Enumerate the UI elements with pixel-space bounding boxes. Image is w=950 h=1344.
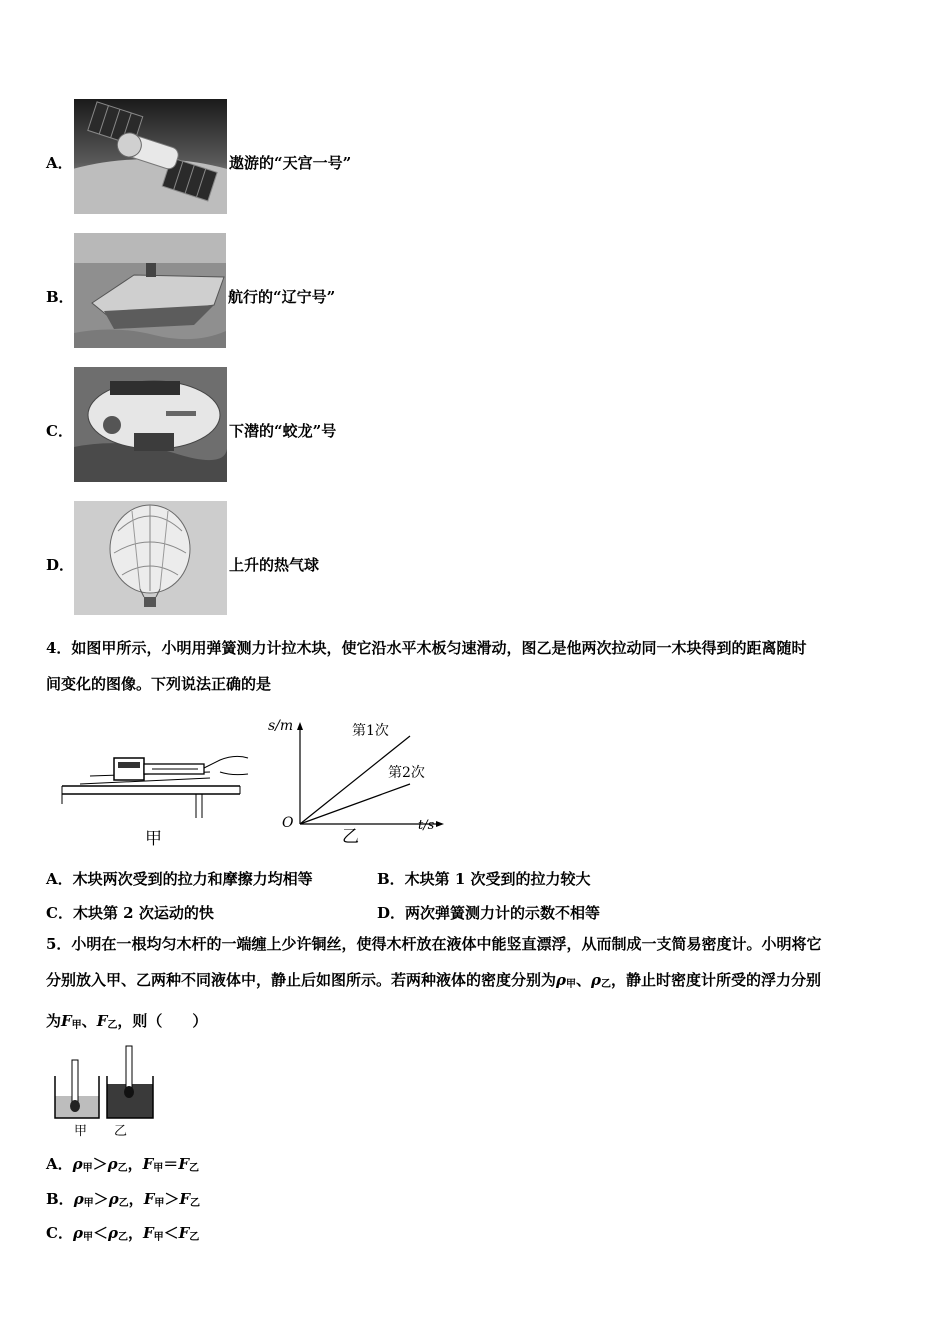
q4-figure-jia: [60, 738, 255, 853]
q4-answer-a: A．木块两次受到的拉力和摩擦力均相等: [46, 870, 313, 888]
beaker-label-jia: 甲: [74, 1124, 88, 1139]
option-letter: D．: [46, 556, 75, 574]
option-text: 上升的热气球: [229, 556, 320, 574]
y-axis-arrow: [297, 722, 303, 730]
beaker-label-yi: 乙: [114, 1124, 128, 1139]
series-line-2: [300, 784, 410, 824]
aircraft-carrier-photo: [74, 233, 226, 348]
q4-answer-c: C．木块第 2 次运动的快: [46, 904, 214, 922]
option-text: 下潜的“蛟龙”号: [229, 422, 337, 440]
q4-answer-b: B．木块第 1 次受到的拉力较大: [377, 870, 591, 888]
option-text: 航行的“辽宁号”: [228, 288, 336, 306]
x-axis-arrow: [436, 821, 444, 827]
q5-line1: 5．小明在一根均匀木杆的一端缠上少许铜丝，使得木杆放在液体中能竖直漂浮，从而制成一支简易密度计。小明将它: [46, 935, 822, 953]
origin-label: O: [282, 815, 294, 831]
option-letter: B．: [46, 288, 74, 306]
submersible-photo: [74, 367, 227, 482]
figure-label: 甲: [145, 829, 162, 849]
series-label-1: 第1次: [352, 723, 389, 739]
series-label-2: 第2次: [388, 765, 425, 781]
x-axis-label: t/s: [418, 818, 435, 833]
option-letter: A．: [46, 154, 73, 172]
hot-air-balloon-photo: [74, 501, 227, 615]
q5-figure-beakers: [50, 1040, 165, 1140]
q4-figure-yi: [262, 714, 452, 847]
option-text: 遨游的“天宫一号”: [229, 154, 352, 172]
q5-answer-a: A．$\rho_甲>\rho_乙$，$F_甲=F_乙$: [46, 1155, 199, 1174]
figure-label: 乙: [342, 827, 359, 847]
densimeter-beakers-drawing: [50, 1040, 165, 1140]
q5-line2: 分别放入甲、乙两种不同液体中，静止后如图所示。若两种液体的密度分别为$\rho_甲$、$\rho_乙$，静止时密度计所受的浮力分别: [46, 971, 822, 990]
q4-line1: 4．如图甲所示，小明用弹簧测力计拉木块，使它沿水平木板匀速滑动，图乙是他两次拉动同一木块得到的距离随时: [46, 639, 807, 657]
q5-answer-b: B．$\rho_甲>\rho_乙$，$F_甲>F_乙$: [46, 1190, 201, 1209]
y-axis-label: s/m: [268, 718, 294, 734]
q4-answer-d: D．两次弹簧测力计的示数不相等: [377, 904, 601, 922]
option-letter: C．: [46, 422, 73, 440]
q5-answer-c: C．$\rho_甲<\rho_乙$，$F_甲<F_乙$: [46, 1224, 200, 1243]
q5-line3: 为$F_甲$、$F_乙$，则（ ）: [46, 1012, 208, 1031]
space-station-photo: [74, 99, 227, 214]
q4-stem: [46, 630, 916, 702]
q4-line2: 间变化的图像。下列说法正确的是: [46, 675, 272, 693]
q5-stem: [46, 926, 916, 1044]
